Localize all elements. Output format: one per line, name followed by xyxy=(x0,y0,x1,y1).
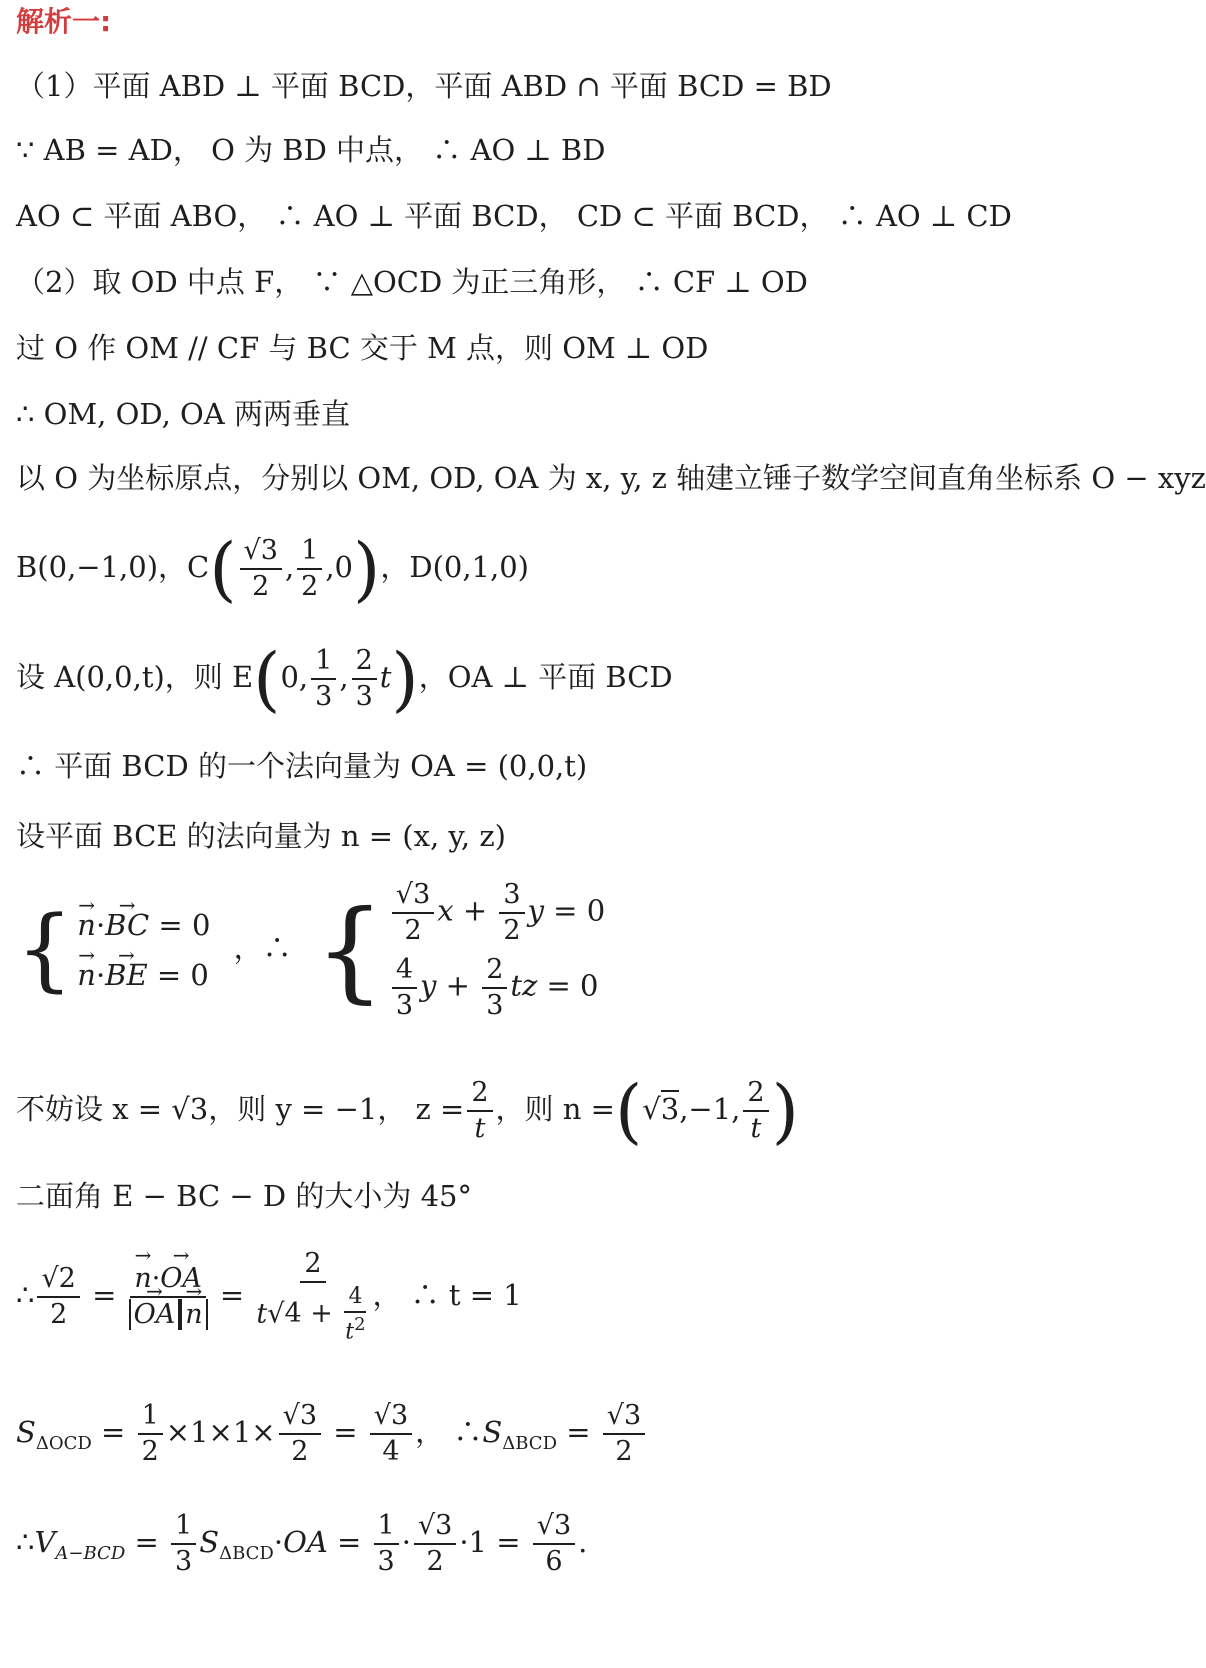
t-equals-1: ， ∴ t = 1 xyxy=(372,1278,522,1312)
system-right: { $\frac{√3}{2}$ x + $\frac{3}{2}$ y = 0 $\frac{4}{3}$ y + $\frac{2}{3}$ tz = 0 xyxy=(314,879,606,1022)
paren-open: ( xyxy=(209,528,237,610)
line-coordinate-system: 以 O 为坐标原点，分别以 OM, OD, OA 为 x, y, z 轴建立锤子数学空间直角坐标系 O − xyz xyxy=(16,461,1206,495)
line-midpoint-f: （2）取 OD 中点 F， ∵ △OCD 为正三角形， ∴ CF ⊥ OD xyxy=(16,265,808,299)
fraction-2-over-3: $\frac{2}{3}$ xyxy=(352,646,377,711)
solution-title: 解析一: xyxy=(16,5,112,38)
fraction-dot-over-norms: → n·→ OA → OA→ n xyxy=(129,1264,208,1329)
coord-b-c-label: B(0,−1,0)，C xyxy=(16,550,210,584)
fraction-1-over-3: $\frac{1}{3}$ xyxy=(311,646,336,711)
paren-open: ( xyxy=(614,1070,643,1152)
line-area-ocd: $S_{\Delta OCD}$ = $\frac{1}{2}$ ×1×1× $\frac{√3}{2}$ = $\frac{√3}{4}$ ， $\therefore S_{\Delta BCD}$ = $\frac{√3}{2}$ xyxy=(16,1382,1070,1494)
then-n-text: ，则 n = xyxy=(495,1092,615,1126)
line-set-x: 不妨设 x = √3，则 y = −1， z = $\frac{2}{t}$ ，则 n =(√3,−1, $\frac{2}{t}$ ) xyxy=(16,1070,799,1152)
line-point-a-e: 设 A(0,0,t)，则 E(0, $\frac{1}{3}$ , $\frac{2}{3}$ t)，OA ⊥ 平面 BCD xyxy=(16,638,673,720)
fraction-1-over-2: $\frac{1}{2}$ xyxy=(297,536,322,601)
fraction-2-over-t: $\frac{2}{t}$ xyxy=(743,1078,768,1143)
paren-close: ) xyxy=(353,528,381,610)
line-dihedral-angle: 二面角 E − BC − D 的大小为 45° xyxy=(16,1179,472,1213)
fraction-sqrt2-over-2: $\frac{√2}{2}$ xyxy=(37,1264,79,1329)
line-ab-equals-ad: ∵ AB = AD， O 为 BD 中点， ∴ AO ⊥ BD xyxy=(16,133,606,167)
paren-open: ( xyxy=(253,638,281,720)
line-pairwise-perpendicular: ∴ OM, OD, OA 两两垂直 xyxy=(16,397,350,431)
period: . xyxy=(578,1525,588,1559)
line-normal-vector-oa: ∴ 平面 BCD 的一个法向量为 OA = (0,0,t) xyxy=(16,749,588,783)
oa-perp-label: ，OA ⊥ 平面 BCD xyxy=(418,660,673,694)
fraction-2-over-t-sqrt: 2 t√4 + $\frac{4}{t^2}$ xyxy=(256,1248,366,1345)
coord-d-label: ，D(0,1,0) xyxy=(380,550,529,584)
fraction-sqrt3-over-2: $\frac{√3}{2}$ xyxy=(240,536,282,601)
line-volume: $\therefore V_{A-BCD}$ = $\frac{1}{3}$ $S_{\Delta BCD}\cdot OA$ = $\frac{1}{3}$ · $\frac{√3}{2}$ ·1 = $\frac{√3}{6}$ . xyxy=(16,1510,588,1577)
set-x-text: 不妨设 x = √3，则 y = −1， z = xyxy=(16,1092,465,1126)
point-a-label: 设 A(0,0,t)，则 E xyxy=(16,660,254,694)
line-coordinates-bcd: B(0,−1,0)，C( $\frac{√3}{2}$ , $\frac{1}{2}$ ,0)，D(0,1,0) xyxy=(16,528,529,610)
line-normal-vector-n: 设平面 BCE 的法向量为 n = (x, y, z) xyxy=(16,819,506,853)
paren-close: ) xyxy=(391,638,419,720)
line-om-parallel-cf: 过 O 作 OM // CF 与 BC 交于 M 点，则 OM ⊥ OD xyxy=(16,331,709,365)
line-cosine-equation: ∴ $\frac{√2}{2}$ = → n·→ OA → OA→ n = 2 t√4 + $\frac{4}{t^2}$ ， ∴ t = 1 xyxy=(16,1240,1070,1350)
line-plane-perpendicular: （1）平面 ABD ⊥ 平面 BCD，平面 ABD ∩ 平面 BCD = BD xyxy=(16,69,832,103)
paren-close: ) xyxy=(771,1070,799,1152)
system-left: { → n·→ BC = 0 → n·→ BE = 0 xyxy=(16,905,210,995)
equation-system: { → n·→ BC = 0 → n·→ BE = 0 ，∴ { $\frac{√3}{2}$ x + $\frac{3}{2}$ y = 0 $\frac{4}{3}$ y + $\frac{2}{3}$ tz = 0 xyxy=(16,880,1070,1050)
fraction-2-over-t: $\frac{2}{t}$ xyxy=(467,1078,492,1143)
line-ao-perp-cd: AO ⊂ 平面 ABO， ∴ AO ⊥ 平面 BCD， CD ⊂ 平面 BCD， ∴ AO ⊥ CD xyxy=(16,199,1012,233)
